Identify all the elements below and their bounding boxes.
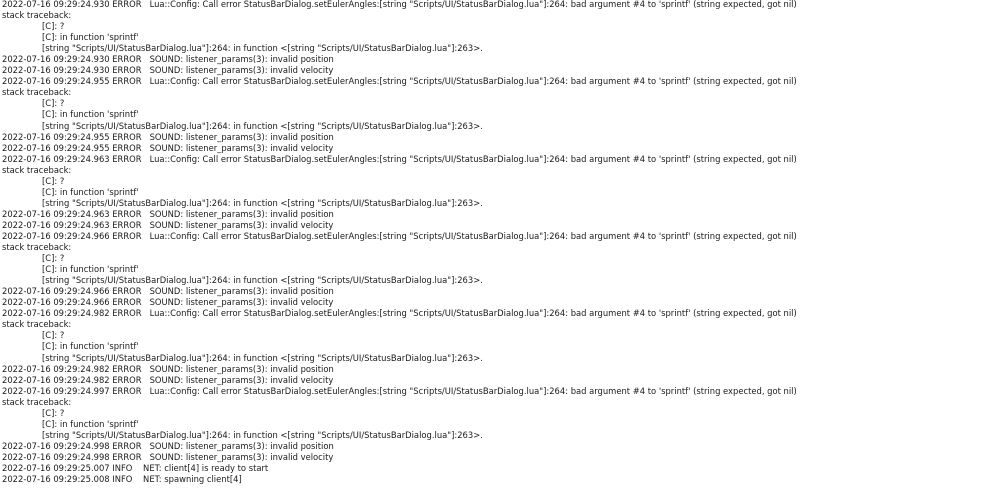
traceback-line: [C]: ?	[42, 98, 65, 109]
log-line: stack traceback:	[2, 319, 72, 330]
traceback-line: [C]: in function 'sprintf'	[42, 418, 139, 429]
log-line: 2022-07-16 09:29:24.998 ERROR SOUND: listener_params(3): invalid position	[2, 440, 334, 451]
log-line: 2022-07-16 09:29:25.008 INFO NET: spawning client[4]	[2, 474, 242, 485]
log-line: 2022-07-16 09:29:24.997 ERROR Lua::Config: Call error StatusBarDialog.setEulerAngles:[string "Scripts/UI/StatusBarDialog.lua"]:264: bad argument #4 to 'sprintf' (string expected, got nil)	[2, 385, 797, 396]
traceback-line: [C]: in function 'sprintf'	[42, 264, 139, 275]
log-text-area[interactable]	[2, 0, 998, 485]
log-line: 2022-07-16 09:29:24.963 ERROR Lua::Config: Call error StatusBarDialog.setEulerAngles:[string "Scripts/UI/StatusBarDialog.lua"]:264: bad argument #4 to 'sprintf' (string expected, got nil)	[2, 153, 797, 164]
traceback-line: [C]: ?	[42, 253, 65, 264]
log-line: 2022-07-16 09:29:24.955 ERROR SOUND: listener_params(3): invalid velocity	[2, 142, 334, 153]
log-line: 2022-07-16 09:29:24.963 ERROR SOUND: listener_params(3): invalid position	[2, 208, 334, 219]
log-line: 2022-07-16 09:29:24.982 ERROR SOUND: listener_params(3): invalid velocity	[2, 374, 334, 385]
traceback-line: [C]: in function 'sprintf'	[42, 341, 139, 352]
log-line: stack traceback:	[2, 396, 72, 407]
log-line: 2022-07-16 09:29:24.966 ERROR Lua::Config: Call error StatusBarDialog.setEulerAngles:[string "Scripts/UI/StatusBarDialog.lua"]:264: bad argument #4 to 'sprintf' (string expected, got nil)	[2, 230, 797, 241]
traceback-line: [string "Scripts/UI/StatusBarDialog.lua"]:264: in function <[string "Scripts/UI/StatusBarDialog.lua"]:263>.	[42, 43, 483, 54]
traceback-line: [C]: in function 'sprintf'	[42, 109, 139, 120]
log-line: 2022-07-16 09:29:24.966 ERROR SOUND: listener_params(3): invalid position	[2, 286, 334, 297]
traceback-line: [C]: in function 'sprintf'	[42, 186, 139, 197]
log-line: stack traceback:	[2, 164, 72, 175]
log-line: stack traceback:	[2, 10, 72, 21]
log-line: 2022-07-16 09:29:24.982 ERROR Lua::Config: Call error StatusBarDialog.setEulerAngles:[string "Scripts/UI/StatusBarDialog.lua"]:264: bad argument #4 to 'sprintf' (string expected, got nil)	[2, 308, 797, 319]
log-line: 2022-07-16 09:29:24.930 ERROR Lua::Config: Call error StatusBarDialog.setEulerAngles:[string "Scripts/UI/StatusBarDialog.lua"]:264: bad argument #4 to 'sprintf' (string expected, got nil)	[2, 0, 797, 9]
traceback-line: [C]: in function 'sprintf'	[42, 32, 139, 43]
log-line: 2022-07-16 09:29:24.982 ERROR SOUND: listener_params(3): invalid position	[2, 363, 334, 374]
log-line: 2022-07-16 09:29:24.930 ERROR SOUND: listener_params(3): invalid velocity	[2, 65, 334, 76]
traceback-line: [string "Scripts/UI/StatusBarDialog.lua"]:264: in function <[string "Scripts/UI/StatusBarDialog.lua"]:263>.	[42, 197, 483, 208]
traceback-line: [string "Scripts/UI/StatusBarDialog.lua"]:264: in function <[string "Scripts/UI/StatusBarDialog.lua"]:263>.	[42, 429, 483, 440]
log-line: 2022-07-16 09:29:24.963 ERROR SOUND: listener_params(3): invalid velocity	[2, 219, 334, 230]
log-line: 2022-07-16 09:29:24.998 ERROR SOUND: listener_params(3): invalid velocity	[2, 451, 334, 462]
log-line: 2022-07-16 09:29:24.955 ERROR SOUND: listener_params(3): invalid position	[2, 131, 334, 142]
log-line: 2022-07-16 09:29:25.007 INFO NET: client[4] is ready to start	[2, 462, 269, 473]
log-line: 2022-07-16 09:29:24.955 ERROR Lua::Config: Call error StatusBarDialog.setEulerAngles:[string "Scripts/UI/StatusBarDialog.lua"]:264: bad argument #4 to 'sprintf' (string expected, got nil)	[2, 76, 797, 87]
log-line: stack traceback:	[2, 87, 72, 98]
log-line: stack traceback:	[2, 242, 72, 253]
traceback-line: [string "Scripts/UI/StatusBarDialog.lua"]:264: in function <[string "Scripts/UI/StatusBarDialog.lua"]:263>.	[42, 275, 483, 286]
traceback-line: [C]: ?	[42, 330, 65, 341]
log-line: 2022-07-16 09:29:24.930 ERROR SOUND: listener_params(3): invalid position	[2, 54, 334, 65]
traceback-line: [C]: ?	[42, 175, 65, 186]
traceback-line: [C]: ?	[42, 21, 65, 32]
traceback-line: [string "Scripts/UI/StatusBarDialog.lua"]:264: in function <[string "Scripts/UI/StatusBarDialog.lua"]:263>.	[42, 352, 483, 363]
traceback-line: [string "Scripts/UI/StatusBarDialog.lua"]:264: in function <[string "Scripts/UI/StatusBarDialog.lua"]:263>.	[42, 120, 483, 131]
traceback-line: [C]: ?	[42, 407, 65, 418]
log-line: 2022-07-16 09:29:24.966 ERROR SOUND: listener_params(3): invalid velocity	[2, 297, 334, 308]
